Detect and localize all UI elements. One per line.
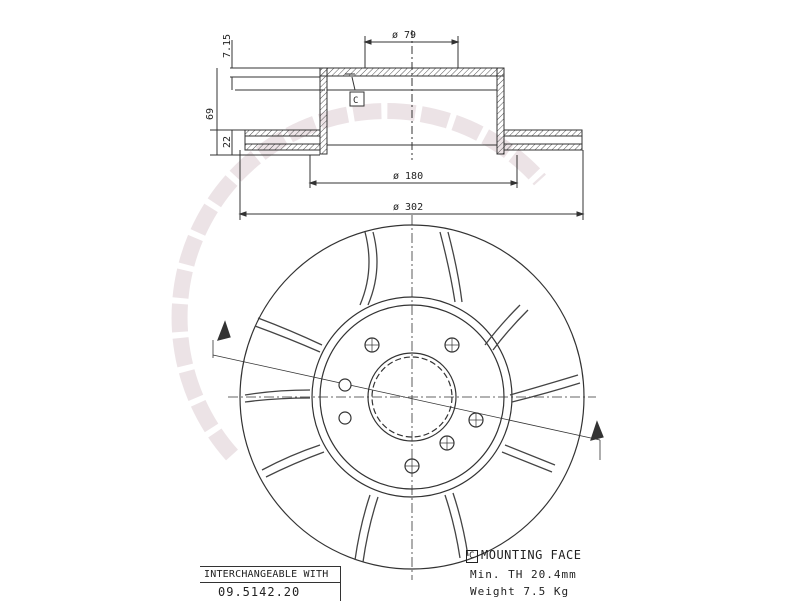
bolt-hole — [339, 412, 351, 424]
interchange-divider — [200, 582, 340, 583]
dim-thickness: 22 — [222, 135, 233, 148]
dim-hub-bore: ø 79 — [392, 30, 417, 41]
min-thickness-note: Min. TH 20.4mm — [470, 568, 577, 581]
brembo-watermark — [180, 111, 540, 455]
dim-datum-c: C — [353, 96, 359, 106]
weight-note: Weight 7.5 Kg — [470, 585, 570, 598]
bolt-hole — [339, 379, 351, 391]
dim-top-hat: 7.15 — [222, 33, 233, 58]
mounting-face-label: MOUNTING FACE — [481, 548, 582, 562]
front-view — [213, 215, 603, 580]
section-view — [210, 30, 583, 220]
bolt-holes — [339, 338, 483, 473]
dim-outer-diameter: ø 302 — [393, 202, 424, 213]
mounting-face-legend — [466, 548, 581, 563]
interchange-box — [200, 566, 341, 601]
interchange-number: 09.5142.20 — [218, 585, 301, 599]
dim-hat-diameter: ø 180 — [393, 171, 424, 182]
interchange-title: INTERCHANGEABLE WITH — [204, 569, 329, 580]
mounting-face-box: C — [466, 550, 478, 563]
dim-height: 69 — [205, 107, 216, 120]
